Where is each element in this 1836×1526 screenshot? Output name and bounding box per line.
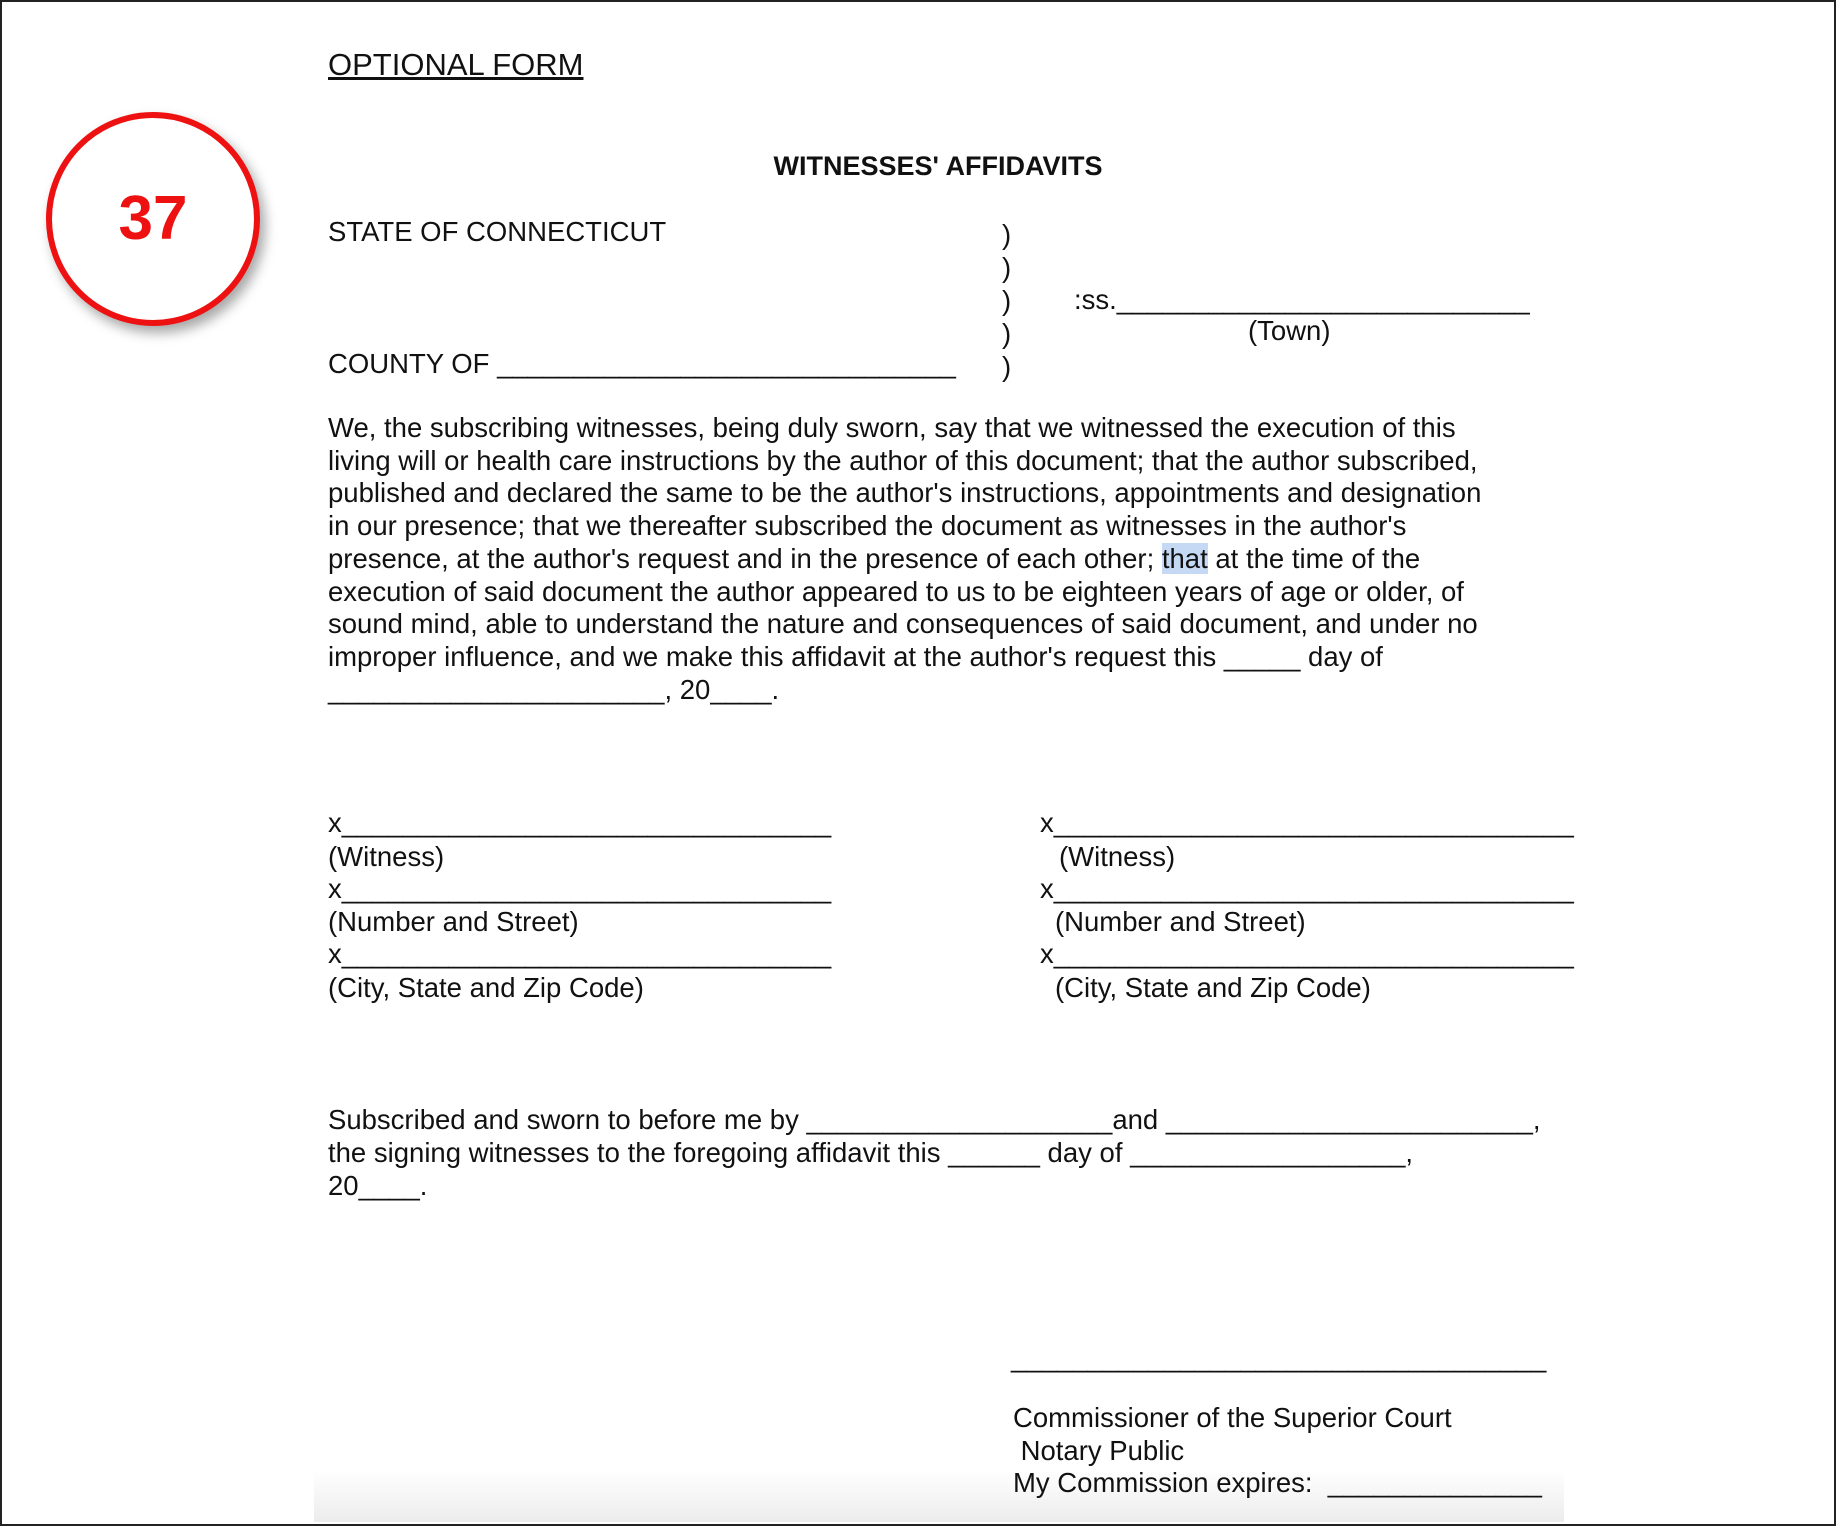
town-label: (Town) [1248, 315, 1331, 346]
venue-bracket: ) [1002, 351, 1012, 382]
city-line: x________________________________ [328, 938, 832, 969]
affidavit-line: improper influence, and we make this affidavit at the author's request this _____ day of [328, 640, 1383, 672]
affidavit-line: in our presence; that we thereafter subscribed the document as witnesses in the author's [328, 510, 1407, 542]
city-label: (City, State and Zip Code) [1055, 972, 1371, 1003]
city-label: (City, State and Zip Code) [328, 972, 644, 1003]
witness-label: (Witness) [328, 841, 445, 872]
state-label: STATE OF CONNECTICUT [328, 216, 667, 247]
affidavit-line: living will or health care instructions by the author of this document; that the author subscribed, [328, 444, 1478, 476]
county-line: COUNTY OF ______________________________ [328, 348, 956, 379]
street-label: (Number and Street) [328, 906, 579, 937]
street-label: (Number and Street) [1055, 906, 1306, 937]
badge-number: 37 [118, 184, 188, 253]
street-line: x________________________________ [328, 873, 832, 904]
affidavit-line: execution of said document the author appeared to us to be eighteen years of age or older, of [328, 575, 1464, 607]
jurat-line: Subscribed and sworn to before me by ____________________and ________________________, [328, 1104, 1541, 1135]
officer-title: Commissioner of the Superior Court [1013, 1402, 1452, 1433]
street-line: x__________________________________ [1040, 873, 1574, 904]
affidavit-line: ______________________, 20____. [328, 673, 780, 705]
affidavit-line: sound mind, able to understand the nature and consequences of said document, and under no [328, 608, 1478, 640]
officer-title: Notary Public [1013, 1435, 1185, 1466]
affidavit-text: presence, at the author's request and in the presence of each other; [328, 542, 1162, 574]
witness-label: (Witness) [1059, 841, 1176, 872]
jurat-line: 20____. [328, 1170, 428, 1201]
witness-signature-line: x________________________________ [328, 807, 832, 838]
witness-signature-line: x__________________________________ [1040, 807, 1574, 838]
ss-town-line: :ss.___________________________ [1074, 284, 1530, 315]
form-title: OPTIONAL FORM [328, 47, 584, 82]
commission-expires-line: My Commission expires: ______________ [1013, 1467, 1542, 1498]
venue-bracket: ) [1002, 318, 1012, 349]
selected-text-highlight[interactable]: that [1161, 542, 1208, 574]
affidavit-text: at the time of the [1207, 542, 1421, 574]
city-line: x__________________________________ [1040, 938, 1574, 969]
venue-bracket: ) [1002, 252, 1012, 283]
venue-bracket: ) [1002, 285, 1012, 316]
officer-signature-line: ___________________________________ [1011, 1342, 1547, 1373]
page-number-badge [46, 112, 260, 326]
affidavit-paragraph [328, 412, 1568, 706]
venue-bracket: ) [1002, 219, 1012, 250]
jurat-line: the signing witnesses to the foregoing affidavit this ______ day of __________________, [328, 1137, 1414, 1168]
affidavit-line: We, the subscribing witnesses, being duly sworn, say that we witnessed the execution of this [328, 412, 1456, 443]
affidavit-line: published and declared the same to be the author's instructions, appointments and designation [328, 477, 1482, 509]
affidavit-line [328, 543, 1568, 576]
form-heading: WITNESSES' AFFIDAVITS [773, 151, 1103, 181]
